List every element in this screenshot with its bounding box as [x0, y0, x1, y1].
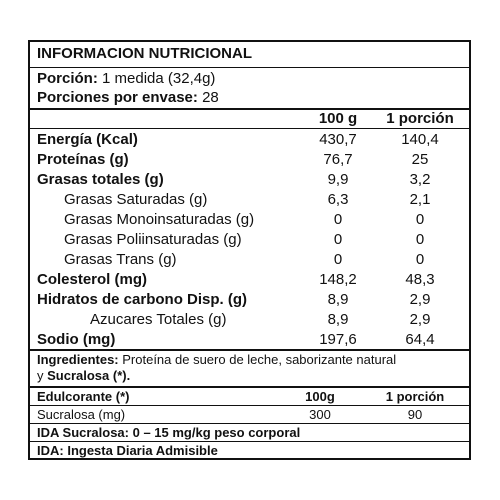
row-value-100g: 8,9	[327, 291, 349, 308]
ingredients-line-2	[37, 368, 130, 383]
portion-line	[37, 70, 215, 87]
divider	[30, 441, 469, 442]
portion-label: Porción:	[37, 70, 98, 87]
row-value-portion: 0	[415, 231, 425, 248]
row-value-100g: 6,3	[327, 191, 349, 208]
row-value-portion: 3,2	[409, 171, 431, 188]
servings-label: Porciones por envase:	[37, 89, 198, 106]
divider	[30, 128, 469, 129]
row-value-100g: 0	[333, 211, 343, 228]
divider	[30, 67, 469, 68]
sweetener-value-100g: 300	[309, 407, 331, 422]
row-value-100g: 148,2	[319, 271, 357, 288]
row-value-portion: 2,1	[409, 191, 431, 208]
row-value-portion: 0	[415, 251, 425, 268]
row-value-portion: 25	[411, 151, 429, 168]
row-value-portion: 2,9	[409, 311, 431, 328]
row-value-portion: 0	[415, 211, 425, 228]
servings-line	[37, 89, 219, 106]
sweetener-name: Sucralosa (mg)	[37, 407, 126, 422]
divider	[30, 423, 469, 424]
sweetener-col-portion: 1 porción	[385, 389, 445, 404]
ingredients-label: Ingredientes:	[37, 352, 119, 367]
row-label-polyunsaturated-fat: Grasas Poliinsaturadas (g)	[64, 231, 242, 248]
row-value-portion: 2,9	[409, 291, 431, 308]
row-label-monounsaturated-fat: Grasas Monoinsaturadas (g)	[64, 211, 255, 228]
divider	[30, 386, 469, 388]
ingredients-line2-prefix: y	[37, 368, 44, 383]
row-label-saturated-fat: Grasas Saturadas (g)	[64, 191, 208, 208]
row-value-100g: 76,7	[323, 151, 353, 168]
divider	[30, 405, 469, 406]
column-header-100g: 100 g	[318, 110, 358, 127]
row-value-100g: 0	[333, 251, 343, 268]
servings-value: 28	[202, 89, 219, 106]
row-label-cholesterol: Colesterol (mg)	[37, 271, 148, 288]
divider	[30, 349, 469, 351]
ida-sucralose-line: IDA Sucralosa: 0 – 15 mg/kg peso corporal	[37, 425, 301, 440]
row-label-total-sugars: Azucares Totales (g)	[90, 311, 227, 328]
row-value-100g: 8,9	[327, 311, 349, 328]
ingredients-line-1	[37, 352, 396, 367]
row-value-100g: 9,9	[327, 171, 349, 188]
ingredients-text: Proteína de suero de leche, saborizante natural	[122, 352, 397, 367]
row-label-sodium: Sodio (mg)	[37, 331, 116, 348]
portion-value: 1 medida (32,4g)	[102, 70, 216, 87]
ida-definition: IDA: Ingesta Diaria Admisible	[37, 443, 218, 458]
ingredients-sucralose: Sucralosa (*).	[47, 368, 131, 383]
sweetener-col-100g: 100g	[305, 389, 335, 404]
row-label-protein: Proteínas (g)	[37, 151, 129, 168]
row-label-energy: Energía (Kcal)	[37, 131, 138, 148]
row-value-100g: 197,6	[319, 331, 357, 348]
row-value-100g: 0	[333, 231, 343, 248]
sweetener-value-portion: 90	[407, 407, 423, 422]
column-header-portion: 1 porción	[386, 110, 454, 127]
row-value-portion: 48,3	[405, 271, 435, 288]
row-label-carbohydrates: Hidratos de carbono Disp. (g)	[37, 291, 248, 308]
row-label-trans-fat: Grasas Trans (g)	[64, 251, 177, 268]
row-label-total-fat: Grasas totales (g)	[37, 171, 164, 188]
nutrition-facts-panel	[28, 40, 471, 460]
row-value-portion: 64,4	[405, 331, 435, 348]
row-value-portion: 140,4	[401, 131, 439, 148]
sweetener-label: Edulcorante (*)	[37, 389, 130, 404]
panel-title: INFORMACION NUTRICIONAL	[37, 45, 252, 62]
row-value-100g: 430,7	[319, 131, 357, 148]
